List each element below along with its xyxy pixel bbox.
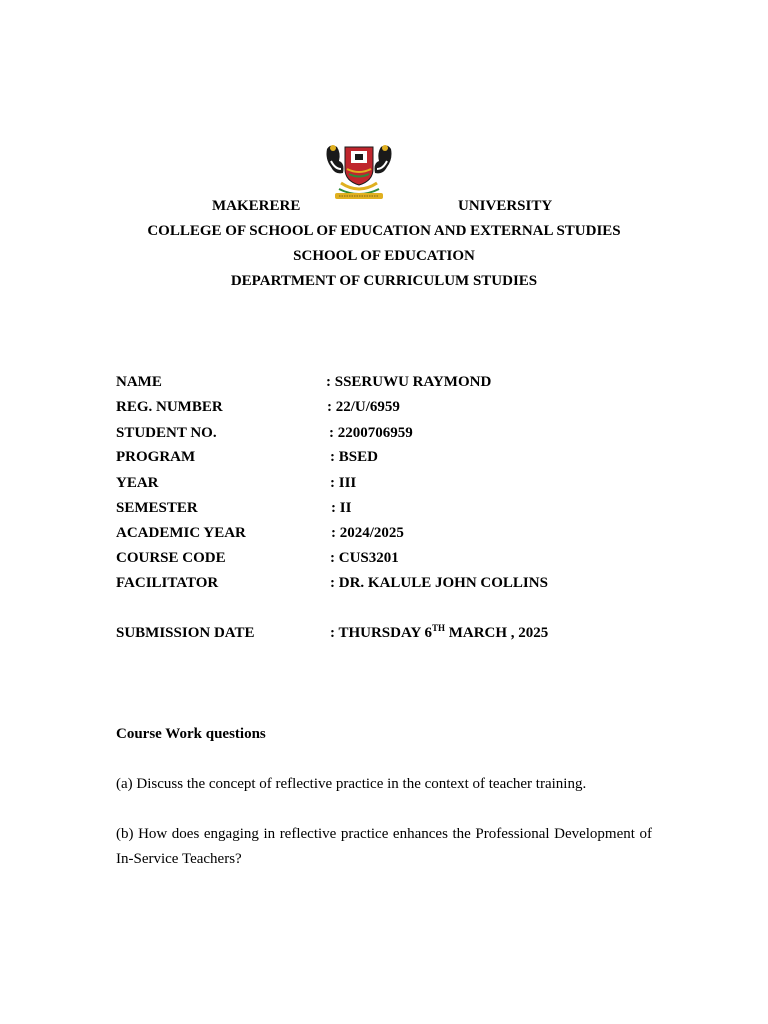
submission-date-value <box>330 624 548 642</box>
college-name: COLLEGE OF SCHOOL OF EDUCATION AND EXTERNAL STUDIES <box>147 223 621 239</box>
department-name: DEPARTMENT OF CURRICULUM STUDIES <box>230 273 538 289</box>
university-name-left: MAKERERE <box>212 198 301 214</box>
course-code-label: COURSE CODE <box>116 550 226 566</box>
questions-title: Course Work questions <box>116 726 266 742</box>
facilitator-value: : DR. KALULE JOHN COLLINS <box>330 575 548 591</box>
academic-year-label: ACADEMIC YEAR <box>116 525 246 541</box>
name-value: : SSERUWU RAYMOND <box>326 374 492 390</box>
academic-year-value: : 2024/2025 <box>331 525 404 541</box>
year-value: : III <box>330 475 357 491</box>
university-name-right: UNIVERSITY <box>458 198 553 214</box>
question-b: (b) How does engaging in reflective practice enhances the Professional Development of In-Service Teachers? <box>116 826 652 867</box>
submission-date-label: SUBMISSION DATE <box>116 625 255 641</box>
semester-value: : II <box>331 500 352 516</box>
submission-date-post: MARCH , 2025 <box>444 625 549 641</box>
university-crest-icon <box>321 139 397 201</box>
student-no-value: : 2200706959 <box>329 425 413 441</box>
submission-date-pre: : THURSDAY 6 <box>330 625 432 641</box>
question-a: (a) Discuss the concept of reflective practice in the context of teacher training. <box>116 776 587 792</box>
program-value: : BSED <box>330 449 378 465</box>
facilitator-label: FACILITATOR <box>116 575 219 591</box>
course-code-value: : CUS3201 <box>330 550 399 566</box>
semester-label: SEMESTER <box>116 500 198 516</box>
submission-date-superscript: TH <box>431 623 445 633</box>
program-label: PROGRAM <box>116 449 196 465</box>
reg-number-value: : 22/U/6959 <box>327 399 400 415</box>
school-name: SCHOOL OF EDUCATION <box>293 248 475 264</box>
year-label: YEAR <box>116 475 159 491</box>
reg-number-label: REG. NUMBER <box>116 399 223 415</box>
name-label: NAME <box>116 374 162 390</box>
student-no-label: STUDENT NO. <box>116 425 217 441</box>
